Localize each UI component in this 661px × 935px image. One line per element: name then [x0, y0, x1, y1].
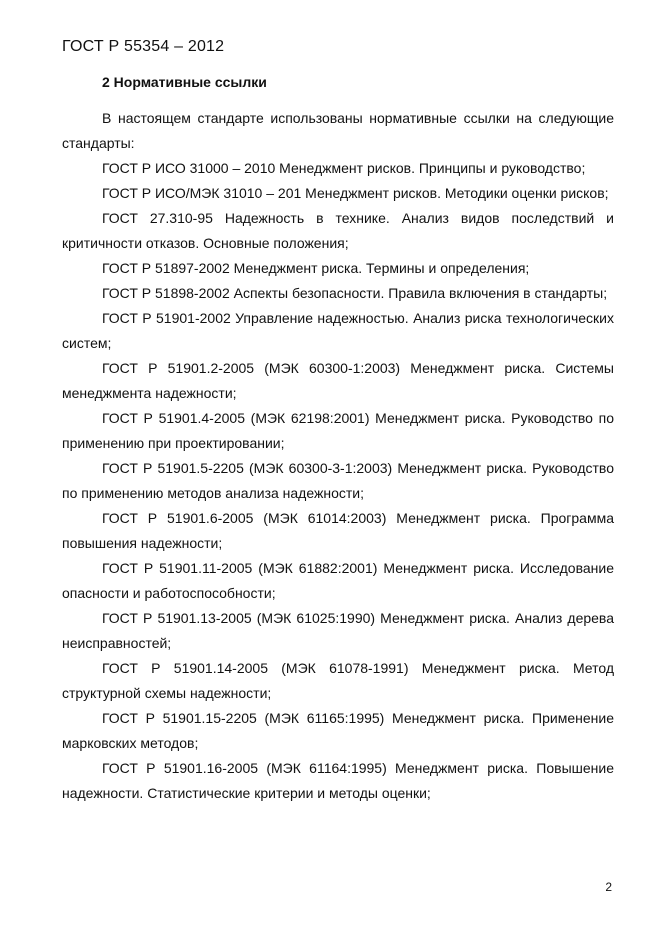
reference-item: ГОСТ Р 51901.4-2005 (МЭК 62198:2001) Менеджмент риска. Руководство по применению при проектировании; [62, 410, 614, 451]
reference-item: ГОСТ Р ИСО/МЭК 31010 – 201 Менеджмент рисков. Методики оценки рисков; [102, 185, 609, 201]
reference-item: ГОСТ Р 51901.13-2005 (МЭК 61025:1990) Менеджмент риска. Анализ дерева неисправностей; [62, 610, 614, 651]
reference-item: ГОСТ Р 51901.2-2005 (МЭК 60300-1:2003) Менеджмент риска. Системы менеджмента надежности; [62, 360, 614, 401]
paragraph-intro: В настоящем стандарте использованы нормативные ссылки на следующие стандарты: [62, 110, 614, 151]
reference-item: ГОСТ Р 51897-2002 Менеджмент риска. Термины и определения; [102, 260, 530, 276]
document-header: ГОСТ Р 55354 – 2012 [62, 38, 225, 55]
reference-item: ГОСТ Р 51898-2002 Аспекты безопасности. Правила включения в стандарты; [102, 285, 608, 301]
reference-item: ГОСТ Р 51901.6-2005 (МЭК 61014:2003) Менеджмент риска. Программа повышения надежности; [62, 510, 614, 551]
reference-item: ГОСТ Р 51901-2002 Управление надежностью. Анализ риска технологических систем; [62, 310, 614, 351]
reference-item: ГОСТ 27.310-95 Надежность в технике. Анализ видов последствий и критичности отказов. Основные положения; [62, 210, 614, 251]
section-title: 2 Нормативные ссылки [102, 74, 267, 90]
reference-item: ГОСТ Р 51901.15-2205 (МЭК 61165:1995) Менеджмент риска. Применение марковских методов; [62, 710, 614, 751]
reference-item: ГОСТ Р ИСО 31000 – 2010 Менеджмент рисков. Принципы и руководство; [102, 160, 586, 176]
reference-item: ГОСТ Р 51901.14-2005 (МЭК 61078-1991) Менеджмент риска. Метод структурной схемы надежности; [62, 660, 614, 701]
reference-item: ГОСТ Р 51901.5-2205 (МЭК 60300-3-1:2003) Менеджмент риска. Руководство по применению методов анализа надежности; [62, 460, 614, 501]
section-normative-references [62, 72, 614, 806]
reference-item: ГОСТ Р 51901.11-2005 (МЭК 61882:2001) Менеджмент риска. Исследование опасности и работоспособности; [62, 560, 614, 601]
reference-item: ГОСТ Р 51901.16-2005 (МЭК 61164:1995) Менеджмент риска. Повышение надежности. Статистические критерии и методы оценки; [62, 760, 614, 801]
page-number: 2 [605, 880, 612, 894]
